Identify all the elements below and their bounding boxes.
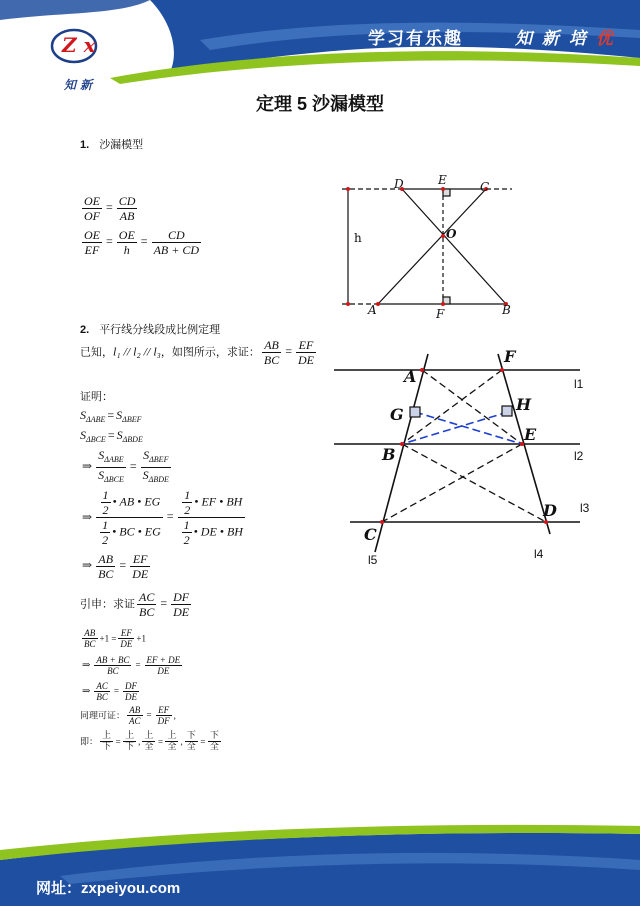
fig2-label-l4: l4 (534, 547, 544, 561)
hourglass-equation-1: $\frac{OE}{OF}$ = $\frac{CD}{AB}$ (84, 194, 136, 223)
fig1-label-d: D (394, 177, 404, 191)
fig1-label-o: O (446, 227, 457, 241)
footer-url[interactable]: 网址：zxpeiyou.com (36, 880, 181, 897)
logo-text: 知 新 (64, 78, 93, 92)
section2-heading: 2. 平行线分线段成比例定理 (80, 324, 221, 336)
fig1-label-h: h (354, 231, 362, 245)
fig2-label-h: H (516, 395, 532, 414)
fig2-label-l5: l5 (368, 553, 378, 567)
proof-step-2: $S_{\Delta BCE} = S_{\Delta BDE}$ (80, 428, 143, 444)
parallel-lines-figure (330, 340, 600, 575)
fig2-label-l2: l2 (574, 449, 584, 463)
proof-step-1: $S_{\Delta ABE} = S_{\Delta BEF}$ (80, 408, 142, 424)
section1-heading: 1. 沙漏模型 (80, 139, 144, 151)
logo-icon (48, 22, 102, 74)
ie-statement: 即： $\frac{\text{上}}{\text{下}}$ = $\frac{\text{上}}{\text{下}}$ , $\frac{\text{上}}{\text{全}}$ = $\frac{\text{上}}{\text{全}}$ , $\frac{\text{下}}{\text{全}}$ = $\frac{\text{下}}{\text{全}}$ (80, 731, 219, 752)
fig2-label-a: A (404, 367, 417, 386)
fig2-label-f: F (504, 347, 516, 366)
given-statement: 已知，l₁ // l₂ // l₃，如图所示，求证： $\frac{AB}{BC}$ = $\frac{EF}{DE}$ (80, 338, 314, 367)
fig1-label-c: C (480, 180, 490, 194)
proof-step-5: ⇒ $\frac{AB}{BC}$ = $\frac{EF}{DE}$ (82, 552, 149, 581)
fig2-label-g: G (390, 405, 404, 424)
fig2-label-l3: l3 (580, 501, 590, 515)
fig2-label-c: C (364, 525, 377, 544)
corollary-statement: 引申：求证 $\frac{AC}{BC}$ = $\frac{DF}{DE}$ (80, 590, 190, 619)
header-slogan-right: 知 新 培 优 (515, 29, 615, 49)
fig2-label-b: B (382, 445, 396, 464)
fig1-label-b: B (502, 303, 511, 317)
fig2-label-e: E (524, 425, 537, 444)
logo-mark: Z x (62, 33, 96, 57)
corollary-step-1: $\frac{AB}{BC}$ +1 = $\frac{EF}{DE}$ +1 (84, 628, 146, 649)
hourglass-equation-2: $\frac{OE}{EF}$ = $\frac{OE}{h}$ = $\frac{CD}{AB + CD}$ (84, 228, 199, 257)
proof-step-3: ⇒ $\frac{S_{\Delta ABE}}{S_{\Delta BCE}}$ = $\frac{S_{\Delta BEF}}{S_{\Delta BDE}}$ (82, 448, 169, 484)
fig2-label-d: D (543, 501, 557, 520)
fig1-label-a: A (368, 303, 377, 317)
corollary-step-2: ⇒ $\frac{AB + BC}{BC}$ = $\frac{EF + DE}{DE}$ (82, 655, 181, 676)
page-title: 定理 5 沙漏模型 (255, 94, 384, 114)
header-slogan-left: 学习有乐趣 (368, 29, 463, 49)
hourglass-figure (330, 172, 530, 322)
fig1-label-f: F (436, 307, 445, 321)
fig2-label-l1: l1 (574, 377, 584, 391)
corollary-step-3: ⇒ $\frac{AC}{BC}$ = $\frac{DF}{DE}$ (82, 681, 137, 702)
fig1-label-e: E (438, 173, 447, 187)
proof-step-4: ⇒ $\frac{1}{2}$ • AB • EG $\frac{1}{2}$ • BC • EG = $\frac{1}{2}$ • EF • BH $\frac{1}{2}$ • DE • BH (82, 488, 243, 547)
similar-proof: 同理可证： $\frac{AB}{AC}$ = $\frac{EF}{DF}$ , (80, 705, 176, 726)
proof-label: 证明： (80, 390, 113, 403)
